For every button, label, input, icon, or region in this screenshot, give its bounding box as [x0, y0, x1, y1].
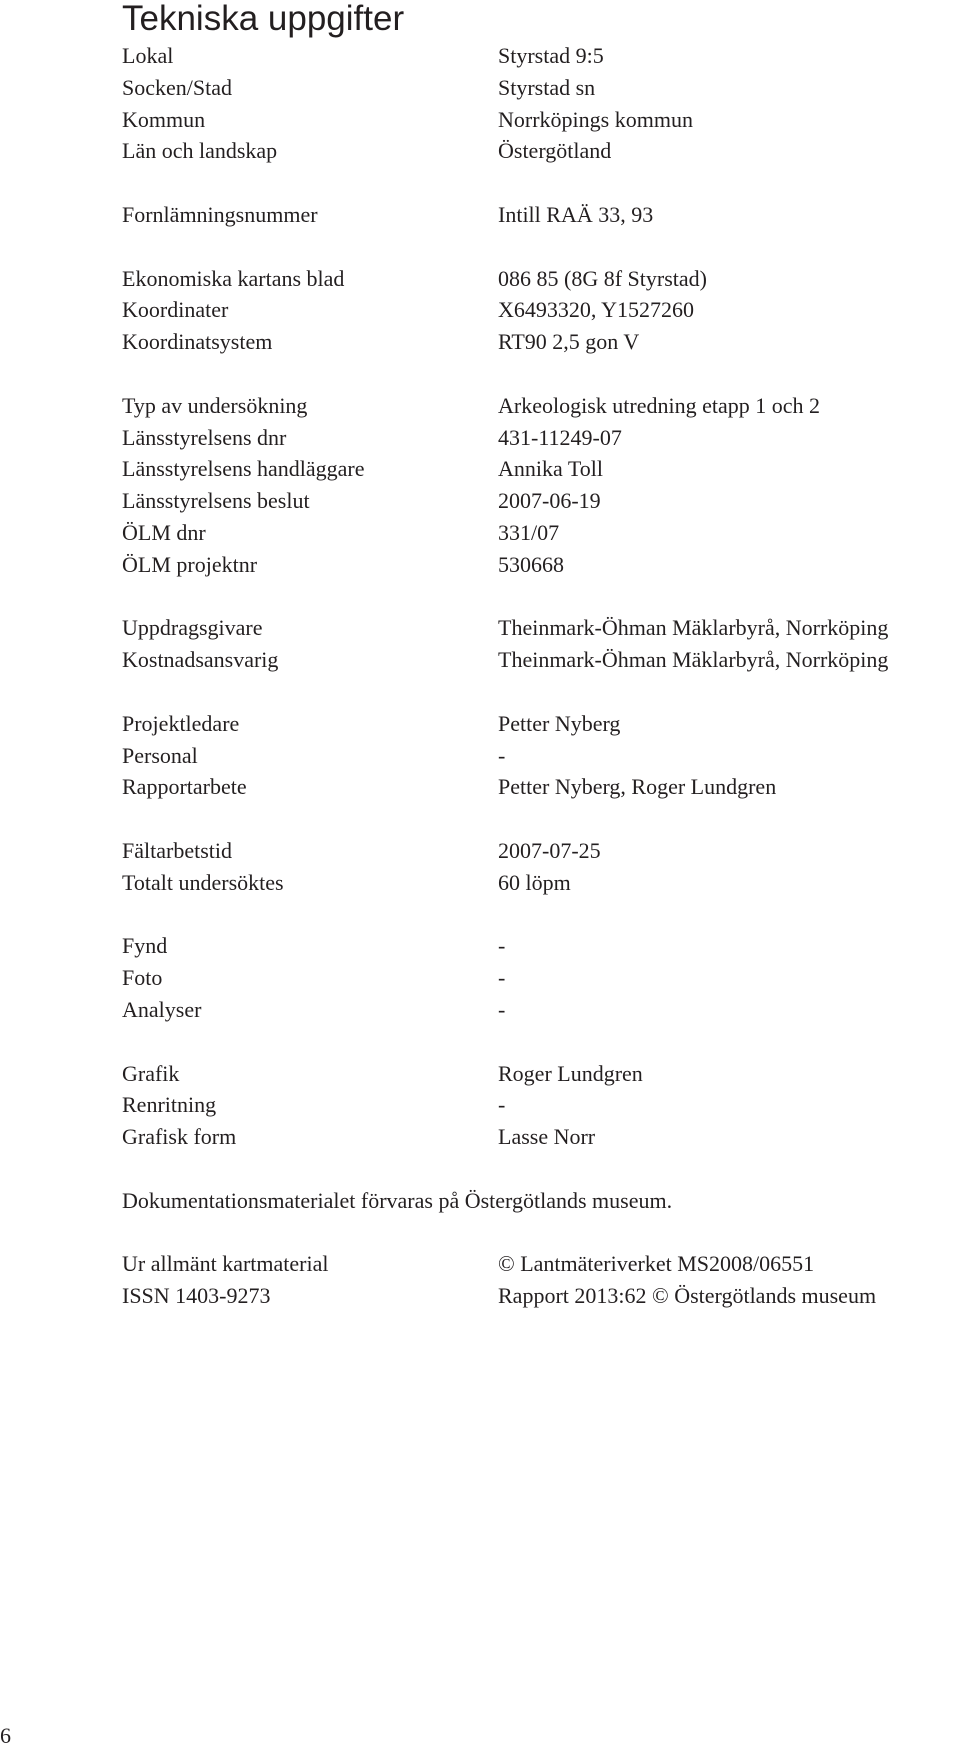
detail-value: 60 löpm — [498, 869, 571, 895]
detail-label: Projektledare — [122, 710, 240, 736]
detail-row — [122, 771, 952, 803]
detail-value: 431-11249-07 — [498, 424, 622, 450]
detail-row — [122, 1185, 952, 1217]
detail-value: Rapport 2013:62 © Östergötlands museum — [498, 1283, 877, 1309]
detail-value: Annika Toll — [498, 456, 603, 482]
detail-value: - — [498, 1092, 506, 1118]
detail-row — [122, 962, 952, 994]
detail-label: Länsstyrelsens dnr — [122, 424, 287, 450]
detail-label: Grafik — [122, 1060, 180, 1086]
detail-row — [122, 867, 952, 899]
detail-value: X6493320, Y1527260 — [498, 297, 694, 323]
detail-value: Intill RAÄ 33, 93 — [498, 201, 654, 227]
detail-value: 086 85 (8G 8f Styrstad) — [498, 265, 707, 291]
detail-label: Socken/Stad — [122, 74, 232, 100]
detail-label: ÖLM projektnr — [122, 551, 258, 577]
detail-value: 2007-07-25 — [498, 837, 601, 863]
technical-details-list — [122, 40, 952, 1312]
detail-label: Fältarbetstid — [122, 837, 232, 863]
detail-value: Petter Nyberg, Roger Lundgren — [498, 774, 777, 800]
detail-row — [122, 40, 952, 72]
detail-label: Fornlämningsnummer — [122, 201, 318, 227]
detail-label: Ur allmänt kartmaterial — [122, 1251, 329, 1277]
detail-label: Rapportarbete — [122, 774, 247, 800]
detail-row — [122, 135, 952, 167]
detail-value: 2007-06-19 — [498, 488, 601, 514]
detail-value: Theinmark-Öhman Mäklarbyrå, Norrköping — [498, 647, 889, 673]
detail-row — [122, 199, 952, 231]
detail-value: Roger Lundgren — [498, 1060, 643, 1086]
detail-row — [122, 104, 952, 136]
detail-row — [122, 1121, 952, 1153]
detail-row — [122, 644, 952, 676]
detail-row — [122, 549, 952, 581]
detail-row — [122, 390, 952, 422]
detail-value: Petter Nyberg — [498, 710, 621, 736]
detail-value: RT90 2,5 gon V — [498, 329, 640, 355]
detail-label: Kostnadsansvarig — [122, 647, 279, 673]
detail-label: Analyser — [122, 996, 202, 1022]
detail-row — [122, 1089, 952, 1121]
detail-value: Lasse Norr — [498, 1124, 596, 1150]
detail-label: Totalt undersöktes — [122, 869, 284, 895]
detail-row — [122, 517, 952, 549]
detail-value: Norrköpings kommun — [498, 106, 693, 132]
detail-label: Typ av undersökning — [122, 392, 308, 418]
detail-label: Länsstyrelsens handläggare — [122, 456, 365, 482]
detail-value: - — [498, 742, 506, 768]
detail-label: Koordinatsystem — [122, 329, 273, 355]
detail-row — [122, 72, 952, 104]
detail-row — [122, 1280, 952, 1312]
detail-row — [122, 708, 952, 740]
detail-row — [122, 1248, 952, 1280]
detail-value: - — [498, 996, 506, 1022]
detail-value: Theinmark-Öhman Mäklarbyrå, Norrköping — [498, 615, 889, 641]
detail-value: 331/07 — [498, 519, 560, 545]
page-title: Tekniska uppgifter — [122, 0, 405, 38]
detail-value: © Lantmäteriverket MS2008/06551 — [498, 1251, 815, 1277]
detail-row — [122, 1058, 952, 1090]
detail-label: ÖLM dnr — [122, 519, 206, 545]
detail-label: Renritning — [122, 1092, 217, 1118]
detail-label: Lokal — [122, 43, 174, 68]
detail-label: Län och landskap — [122, 138, 278, 164]
detail-row — [122, 422, 952, 454]
detail-label: Koordinater — [122, 297, 229, 323]
detail-label: Personal — [122, 742, 198, 768]
detail-label: Ekonomiska kartans blad — [122, 265, 345, 291]
detail-value: Styrstad 9:5 — [498, 43, 604, 68]
detail-label: Uppdragsgivare — [122, 615, 263, 641]
detail-row — [122, 263, 952, 295]
detail-label: Foto — [122, 965, 163, 991]
detail-value: Styrstad sn — [498, 74, 596, 100]
detail-row — [122, 930, 952, 962]
detail-row — [122, 326, 952, 358]
detail-label: ISSN 1403-9273 — [122, 1283, 271, 1309]
detail-row — [122, 740, 952, 772]
detail-label: Länsstyrelsens beslut — [122, 488, 310, 514]
detail-row — [122, 835, 952, 867]
detail-row — [122, 994, 952, 1026]
detail-row — [122, 612, 952, 644]
detail-label: Fynd — [122, 933, 168, 959]
detail-value: - — [498, 965, 506, 991]
detail-label: Kommun — [122, 106, 206, 132]
detail-label: Dokumentationsmaterialet förvaras på Östergötlands museum. — [122, 1187, 673, 1213]
detail-row — [122, 294, 952, 326]
detail-value: - — [498, 933, 506, 959]
page-number: 6 — [0, 1723, 11, 1748]
detail-row — [122, 453, 952, 485]
detail-label: Grafisk form — [122, 1124, 237, 1150]
detail-row — [122, 485, 952, 517]
detail-value: Arkeologisk utredning etapp 1 och 2 — [498, 392, 820, 418]
detail-value: 530668 — [498, 551, 564, 577]
detail-value: Östergötland — [498, 138, 612, 164]
